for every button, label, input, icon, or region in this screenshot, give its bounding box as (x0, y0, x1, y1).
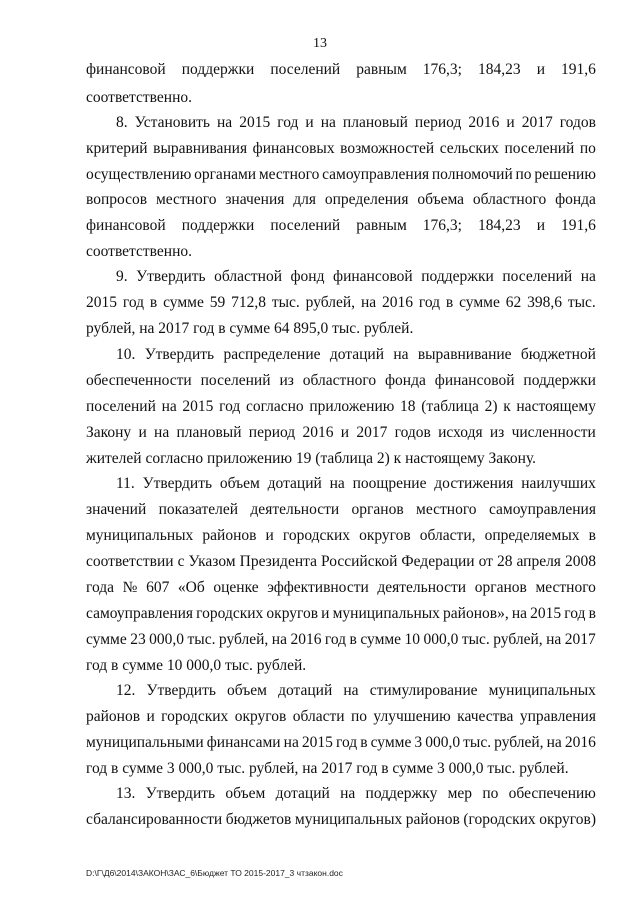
paragraph-p8-line: критерий выравнивания финансовых возможностей сельских поселений по (86, 140, 596, 157)
paragraph-p10-line: жителей согласно приложению 19 (таблица 2) к настоящему Закону. (86, 450, 537, 467)
file-path-footer: D:\Г\Д6\2014\ЗАКОН\ЗАС_6\Бюджет ТО 2015-2017_3 чтзакон.doc (86, 868, 343, 878)
paragraph-p10-line: Закону и на плановый период 2016 и 2017 годов исходя из численности (86, 424, 596, 441)
paragraph-p11-line: 11. Утвердить объем дотаций на поощрение достижения наилучших (116, 475, 596, 492)
paragraph-p11-line: соответствии с Указом Президента Российской Федерации от 28 апреля 2008 (86, 553, 596, 570)
paragraph-p9-line: 2015 год в сумме 59 712,8 тыс. рублей, на 2016 год в сумме 62 398,6 тыс. (86, 294, 596, 311)
paragraph-p9-line: рублей, на 2017 год в сумме 64 895,0 тыс. рублей. (86, 320, 414, 337)
paragraph-p11-line: года № 607 «Об оценке эффективности деятельности органов местного (86, 579, 596, 596)
paragraph-p10-line: обеспеченности поселений из областного фонда финансовой поддержки (86, 372, 596, 389)
paragraph-cont-line: финансовой поддержки поселений равным 176,3; 184,23 и 191,6 (86, 61, 596, 78)
paragraph-p8-line: вопросов местного значения для определения объема областного фонда (86, 191, 596, 208)
paragraph-p8-line: 8. Установить на 2015 год и на плановый период 2016 и 2017 годов (116, 114, 596, 131)
paragraph-p11-line: значений показателей деятельности органов местного самоуправления (86, 501, 596, 518)
paragraph-p8-line: соответственно. (86, 243, 192, 260)
paragraph-p13-line: сбалансированности бюджетов муниципальных районов (городских округов) (86, 811, 596, 828)
paragraph-p9-line: 9. Утвердить областной фонд финансовой поддержки поселений на (116, 268, 596, 285)
paragraph-p12-line: муниципальными финансами на 2015 год в сумме 3 000,0 тыс. рублей, на 2016 (86, 734, 596, 751)
paragraph-p10-line: поселений на 2015 год согласно приложению 18 (таблица 2) к настоящему (86, 398, 596, 415)
page-number: 13 (313, 36, 327, 51)
paragraph-p13-line: 13. Утвердить объем дотаций на поддержку мер по обеспечению (116, 785, 596, 802)
paragraph-p10-line: 10. Утвердить распределение дотаций на выравнивание бюджетной (116, 346, 596, 363)
paragraph-p11-line: самоуправления городских округов и муниципальных районов», на 2015 год в (86, 605, 596, 622)
paragraph-p11-line: муниципальных районов и городских округов области, определяемых в (86, 527, 596, 544)
paragraph-p12-line: 12. Утвердить объем дотаций на стимулирование муниципальных (116, 682, 596, 699)
paragraph-p8-line: осуществлению органами местного самоуправления полномочий по решению (86, 166, 596, 183)
paragraph-p12-line: год в сумме 3 000,0 тыс. рублей, на 2017 год в сумме 3 000,0 тыс. рублей. (86, 760, 569, 777)
paragraph-cont-line: соответственно. (86, 89, 192, 106)
paragraph-p11-line: год в сумме 10 000,0 тыс. рублей. (86, 657, 307, 674)
paragraph-p8-line: финансовой поддержки поселений равным 176,3; 184,23 и 191,6 (86, 217, 596, 234)
paragraph-p12-line: районов и городских округов области по улучшению качества управления (86, 708, 596, 725)
paragraph-p11-line: сумме 23 000,0 тыс. рублей, на 2016 год в сумме 10 000,0 тыс. рублей, на 2017 (86, 631, 596, 648)
